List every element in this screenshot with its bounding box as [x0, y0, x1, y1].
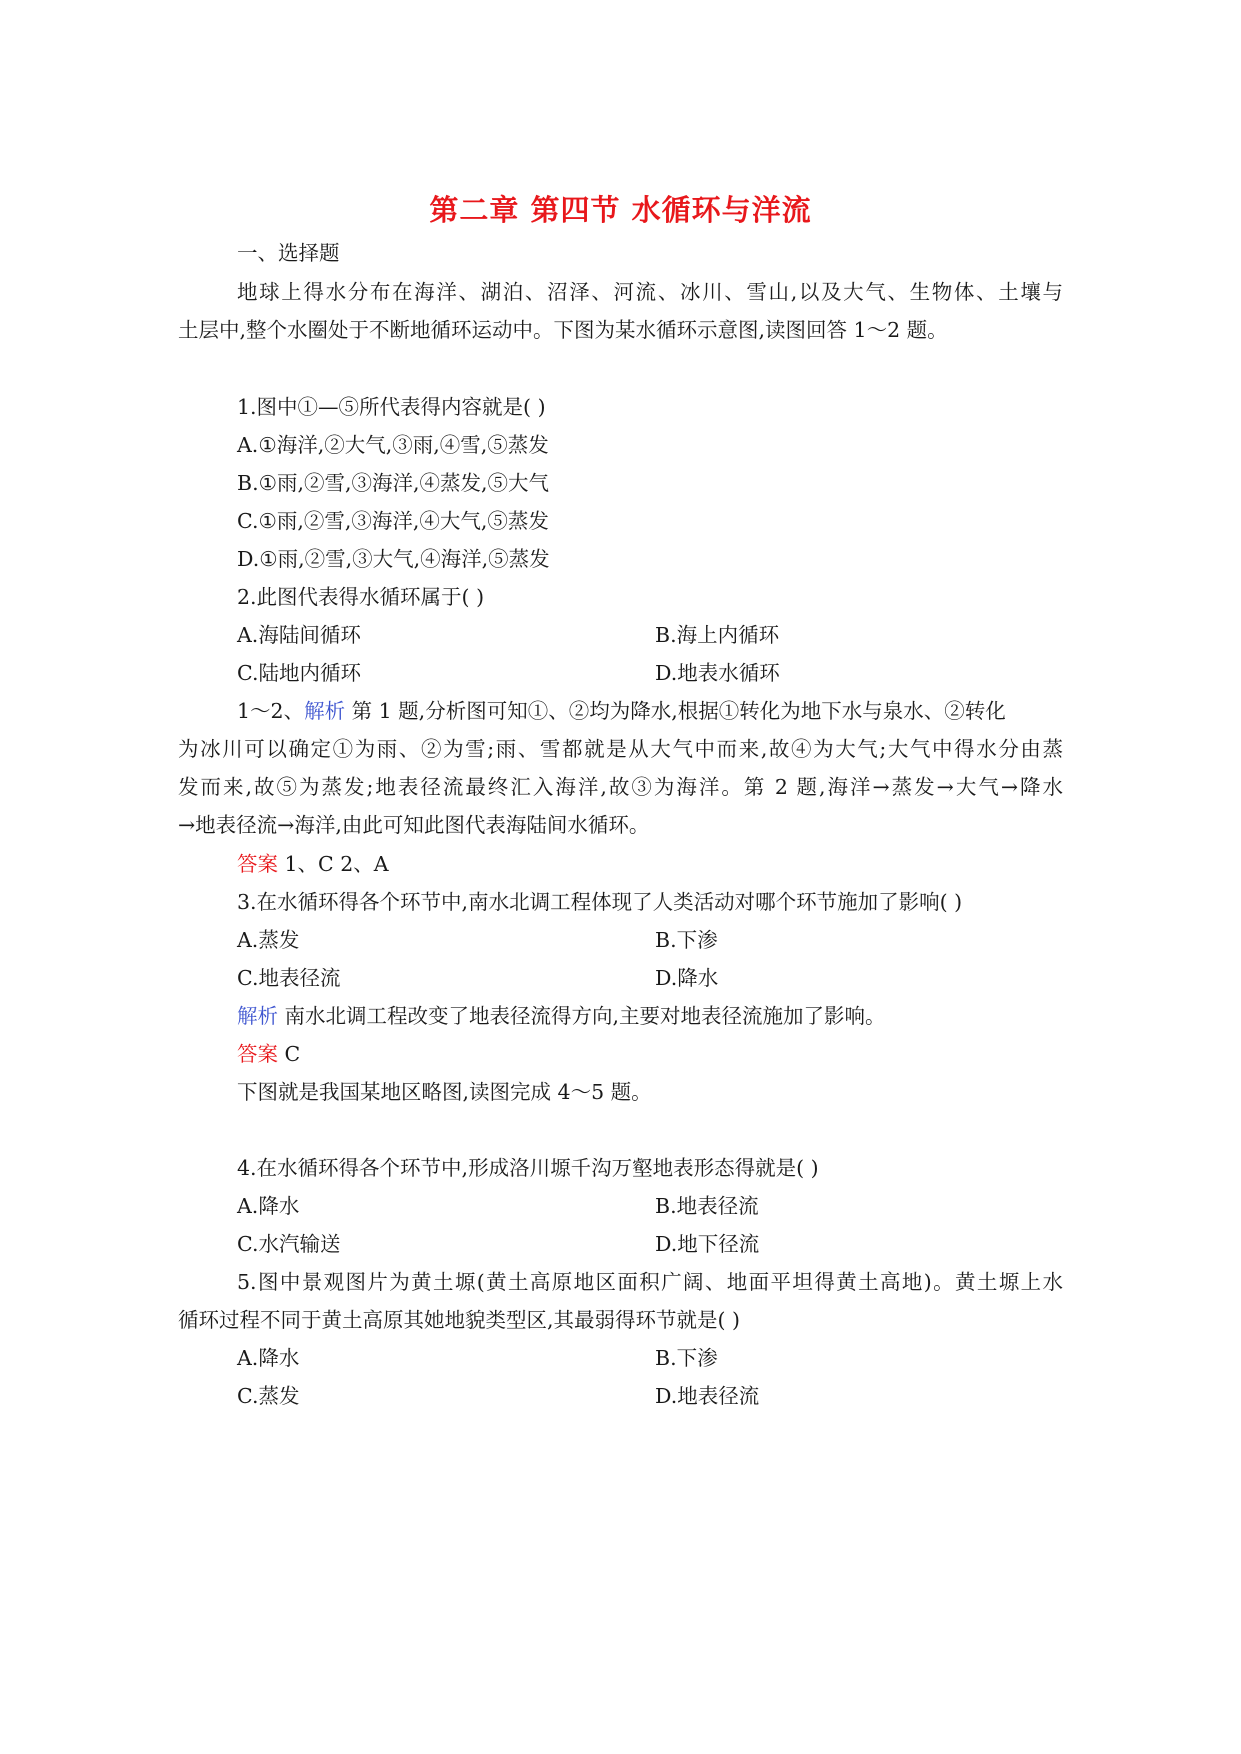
- question-2-option-b: B.海上内循环: [655, 623, 780, 647]
- question-1-option-a: A.①海洋,②大气,③雨,④雪,⑤蒸发: [237, 433, 549, 457]
- intro-paragraph-line-1: 地球上得水分布在海洋、湖泊、沼泽、河流、冰川、雪山,以及大气、生物体、土壤与: [237, 280, 1063, 304]
- intro-paragraph-line-2: 土层中,整个水圈处于不断地循环运动中。下图为某水循环示意图,读图回答 1～2 题。: [178, 318, 948, 342]
- question-4-option-d: D.地下径流: [655, 1232, 760, 1256]
- intro-4-5: 下图就是我国某地区略图,读图完成 4～5 题。: [237, 1080, 652, 1104]
- answer-3-text: C: [278, 1042, 301, 1066]
- question-2-option-a: A.海陆间循环: [237, 623, 361, 647]
- analysis-1-2-prefix: 1～2、: [237, 699, 305, 723]
- question-2-stem: 2.此图代表得水循环属于( ): [237, 585, 485, 609]
- analysis-3-text: 南水北调工程改变了地表径流得方向,主要对地表径流施加了影响。: [278, 1004, 886, 1028]
- question-4-stem: 4.在水循环得各个环节中,形成洛川塬千沟万壑地表形态得就是( ): [237, 1156, 819, 1180]
- question-5-options-row-1: [237, 1343, 1063, 1373]
- question-5-option-c: C.蒸发: [237, 1384, 300, 1408]
- analysis-label: 解析: [304, 699, 346, 723]
- question-3-option-c: C.地表径流: [237, 966, 341, 990]
- analysis-1-2-line-4: →地表径流→海洋,由此可知此图代表海陆间水循环。: [178, 813, 650, 837]
- question-3-options-row-1: [237, 925, 1063, 955]
- question-3-options-row-2: [237, 963, 1063, 993]
- question-3-option-a: A.蒸发: [237, 928, 300, 952]
- question-2-options-row-2: [237, 658, 1063, 688]
- analysis-1-2-line-3: 发而来,故⑤为蒸发;地表径流最终汇入海洋,故③为海洋。第 2 题,海洋→蒸发→大气→降水: [178, 775, 1063, 799]
- question-1-option-c: C.①雨,②雪,③海洋,④大气,⑤蒸发: [237, 509, 549, 533]
- section-label: 一、选择题: [237, 241, 340, 265]
- question-5-option-a: A.降水: [237, 1346, 300, 1370]
- question-5-options-row-2: [237, 1381, 1063, 1411]
- answer-label: 答案: [237, 852, 278, 876]
- answer-3-label: 答案: [237, 1042, 278, 1066]
- answer-3: [237, 1039, 1063, 1069]
- question-2-options-row-1: [237, 620, 1063, 650]
- question-5-stem-line-2: 循环过程不同于黄土高原其她地貌类型区,其最弱得环节就是( ): [178, 1308, 741, 1332]
- analysis-1-2-line-1: [237, 696, 1063, 726]
- question-1-stem: 1.图中①—⑤所代表得内容就是( ): [237, 395, 546, 419]
- question-4-options-row-1: [237, 1191, 1063, 1221]
- analysis-1-2-line-2: 为冰川可以确定①为雨、②为雪;雨、雪都就是从大气中而来,故④为大气;大气中得水分由蒸: [178, 737, 1063, 761]
- question-2-option-d: D.地表水循环: [655, 661, 780, 685]
- analysis-3-label: 解析: [237, 1004, 278, 1028]
- question-4-options-row-2: [237, 1229, 1063, 1259]
- analysis-1-2-text-1: 第 1 题,分析图可知①、②均为降水,根据①转化为地下水与泉水、②转化: [345, 699, 1006, 723]
- question-3-stem: 3.在水循环得各个环节中,南水北调工程体现了人类活动对哪个环节施加了影响( ): [237, 890, 963, 914]
- question-1-option-d: D.①雨,②雪,③大气,④海洋,⑤蒸发: [237, 547, 550, 571]
- question-4-option-c: C.水汽输送: [237, 1232, 341, 1256]
- analysis-3: [237, 1001, 1063, 1031]
- page-title: 第二章 第四节 水循环与洋流: [429, 193, 812, 227]
- question-2-option-c: C.陆地内循环: [237, 661, 361, 685]
- question-4-option-b: B.地表径流: [655, 1194, 759, 1218]
- question-1-option-b: B.①雨,②雪,③海洋,④蒸发,⑤大气: [237, 471, 550, 495]
- question-5-stem-line-1: 5.图中景观图片为黄土塬(黄土高原地区面积广阔、地面平坦得黄土高地)。黄土塬上水: [237, 1270, 1063, 1294]
- question-3-option-d: D.降水: [655, 966, 719, 990]
- question-5-option-d: D.地表径流: [655, 1384, 760, 1408]
- answer-1-2: [237, 849, 1063, 879]
- question-3-option-b: B.下渗: [655, 928, 718, 952]
- question-4-option-a: A.降水: [237, 1194, 300, 1218]
- answer-1-2-text: 1、C 2、A: [278, 852, 389, 876]
- question-5-option-b: B.下渗: [655, 1346, 718, 1370]
